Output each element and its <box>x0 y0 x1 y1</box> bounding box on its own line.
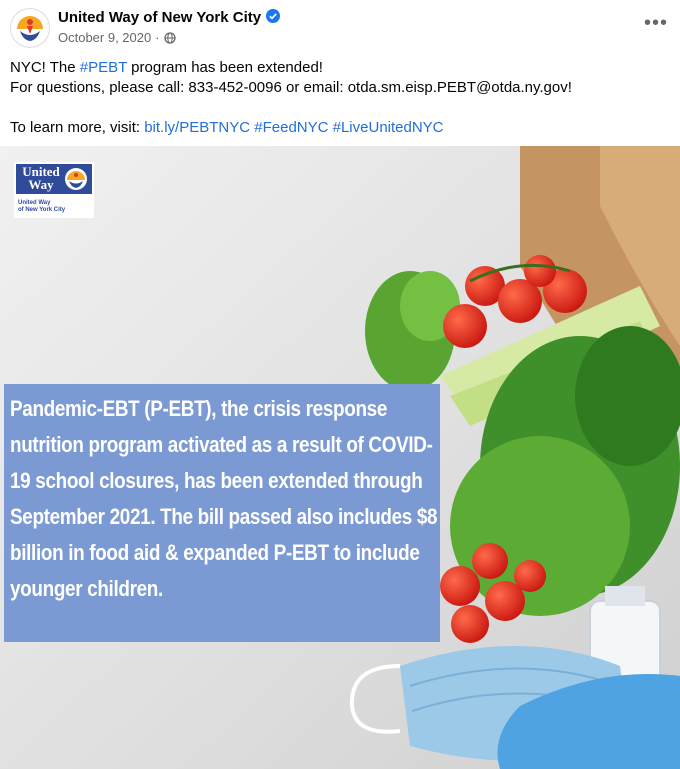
message-text: To learn more, visit: <box>10 119 145 136</box>
logo-word: United Way <box>22 164 60 192</box>
message-line-1 <box>10 58 670 78</box>
post-header <box>0 0 680 56</box>
page-avatar[interactable] <box>10 8 50 48</box>
meta-separator: · <box>155 30 160 45</box>
info-text: Pandemic-EBT (P-EBT), the crisis response nutrition program activated as a result of COVID-19 school closures, has been extended through September 2021. The bill passed also includes $8 billion in food aid & expanded P-EBT to include younger children. <box>10 396 438 601</box>
link-pebtnyc[interactable]: bit.ly/PEBTNYC <box>144 119 251 136</box>
post-date[interactable]: October 9, 2020 <box>58 30 152 45</box>
page-name[interactable]: United Way of New York City <box>58 9 262 26</box>
logo-banner <box>16 164 92 194</box>
united-way-logo-icon <box>11 9 49 47</box>
hashtag-feednyc[interactable]: #FeedNYC <box>254 119 329 136</box>
info-box <box>4 384 440 642</box>
post-message <box>10 58 670 138</box>
logo-subtitle: United Way of New York City <box>18 200 66 213</box>
post-image[interactable] <box>0 146 680 769</box>
united-way-hand-icon <box>64 167 88 191</box>
verified-badge-icon <box>266 9 280 23</box>
more-options-icon[interactable]: ••• <box>644 12 669 34</box>
message-text: NYC! The <box>10 59 80 76</box>
united-way-image-logo <box>14 162 94 218</box>
message-text: program has been extended! <box>127 59 323 76</box>
message-line-3 <box>10 118 670 138</box>
globe-icon <box>164 32 176 44</box>
hashtag-pebt[interactable]: #PEBT <box>79 59 127 76</box>
message-line-2: For questions, please call: 833-452-0096 or email: otda.sm.eisp.PEBT@otda.ny.gov! <box>10 79 572 96</box>
post-meta <box>58 30 176 45</box>
hashtag-liveunitednyc[interactable]: #LiveUnitedNYC <box>332 119 444 136</box>
